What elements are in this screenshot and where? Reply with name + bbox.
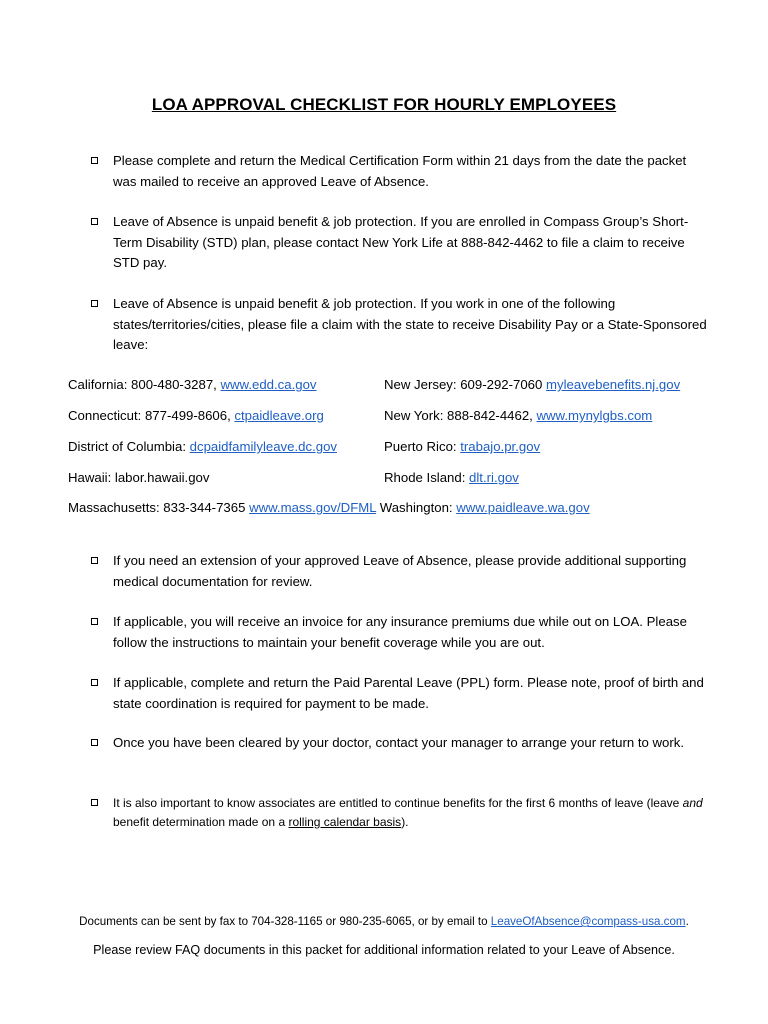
checkbox-icon[interactable]: [91, 218, 98, 225]
footer-faq-note: Please review FAQ documents in this packet for additional information related to your Leave of Absence.: [93, 943, 675, 957]
page-title: LOA APPROVAL CHECKLIST FOR HOURLY EMPLOYEES: [151, 95, 617, 114]
checkbox-icon[interactable]: [91, 618, 98, 625]
email-link[interactable]: LeaveOfAbsence@compass-usa.com: [490, 915, 686, 928]
state-puerto-rico: [384, 438, 540, 456]
checklist-item-text: If applicable, complete and return the Paid Parental Leave (PPL) form. Please note, proof of birth and state coordination is required for payment to be made.: [113, 675, 704, 711]
state-california: [68, 376, 317, 394]
footer-contact-text: Documents can be sent by fax to 704-328-1165 or 980-235-6065, or by email to: [79, 915, 491, 928]
checklist-item-text: Leave of Absence is unpaid benefit & job protection. If you are enrolled in Compass Group’s Short-Term Disability (STD) plan, please contact New York Life at 888-842-4462 to file a claim to receive STD pay.: [113, 214, 689, 270]
checklist-item-state-disability: [89, 294, 709, 356]
checkbox-icon[interactable]: [91, 557, 98, 564]
footer-contact: [0, 915, 768, 928]
checklist-item-text: Once you have been cleared by your doctor, contact your manager to arrange your return to work.: [113, 735, 685, 750]
state-label: New Jersey: 609-292-7060: [384, 377, 547, 392]
state-label: Connecticut: 877-499-8606,: [68, 408, 235, 423]
new-york-link[interactable]: www.mynylgbs.com: [536, 408, 653, 423]
footer-contact-end: .: [685, 915, 689, 928]
connecticut-link[interactable]: ctpaidleave.org: [234, 408, 324, 423]
state-hawaii: [68, 469, 209, 487]
state-label: Washington:: [376, 500, 457, 515]
puerto-rico-link[interactable]: trabajo.pr.gov: [460, 439, 541, 454]
checklist-item-text: Leave of Absence is unpaid benefit & job protection. If you work in one of the following states/territories/cities, please file a claim with the state to receive Disability Pay or a State-Sponsored leave:: [113, 296, 707, 352]
checklist-item-text: If applicable, you will receive an invoice for any insurance premiums due while out on LOA. Please follow the instructions to maintain your benefit coverage while you are out.: [113, 614, 687, 650]
new-jersey-link[interactable]: myleavebenefits.nj.gov: [546, 377, 681, 392]
benefits-text-part1: It is also important to know associates are entitled to continue benefits for the first 6 months of leave (leave: [113, 796, 683, 810]
benefits-text-underlined: rolling calendar basis: [288, 815, 402, 829]
state-label: District of Columbia:: [68, 439, 190, 454]
dc-link[interactable]: dcpaidfamilyleave.dc.gov: [189, 439, 337, 454]
benefits-text-part2: benefit determination made on a: [113, 815, 289, 829]
checkbox-icon[interactable]: [91, 679, 98, 686]
state-label: Puerto Rico:: [384, 439, 461, 454]
checklist-item-parental-leave: [89, 673, 709, 714]
checklist-item-benefits: [89, 794, 709, 832]
state-label: Rhode Island:: [384, 470, 470, 485]
state-new-jersey: [384, 376, 680, 394]
rhode-island-link[interactable]: dlt.ri.gov: [469, 470, 519, 485]
state-label: New York: 888-842-4462,: [384, 408, 537, 423]
checklist-item-extension: [89, 551, 709, 592]
checklist-item-return-to-work: [89, 733, 709, 754]
state-label: California: 800-480-3287,: [68, 377, 221, 392]
checkbox-icon[interactable]: [91, 157, 98, 164]
state-rhode-island: [384, 469, 519, 487]
california-link[interactable]: www.edd.ca.gov: [220, 377, 317, 392]
checkbox-icon[interactable]: [91, 300, 98, 307]
checkbox-icon[interactable]: [91, 739, 98, 746]
checklist-item-medical-certification: [89, 151, 709, 192]
state-district-of-columbia: [68, 438, 337, 456]
washington-link[interactable]: www.paidleave.wa.gov: [456, 500, 590, 515]
checklist-item-text: [113, 794, 709, 832]
massachusetts-link[interactable]: www.mass.gov/DFML: [249, 500, 377, 515]
checklist-item-text: Please complete and return the Medical Certification Form within 21 days from the date the packet was mailed to receive an approved Leave of Absence.: [113, 153, 687, 189]
state-label: Massachusetts: 833-344-7365: [68, 500, 250, 515]
checklist-item-invoice: [89, 612, 709, 653]
checkbox-icon[interactable]: [91, 799, 98, 806]
checklist-item-text: If you need an extension of your approved Leave of Absence, please provide additional supporting medical documentation for review.: [113, 553, 687, 589]
state-new-york: [384, 407, 652, 425]
checklist-item-std-plan: [89, 212, 709, 274]
benefits-text-part3: ).: [401, 815, 409, 829]
benefits-text-emphasis: and: [682, 796, 703, 810]
state-connecticut: [68, 407, 324, 425]
state-label: Hawaii: labor.hawaii.gov: [68, 470, 210, 485]
state-massachusetts-washington: [68, 499, 590, 517]
